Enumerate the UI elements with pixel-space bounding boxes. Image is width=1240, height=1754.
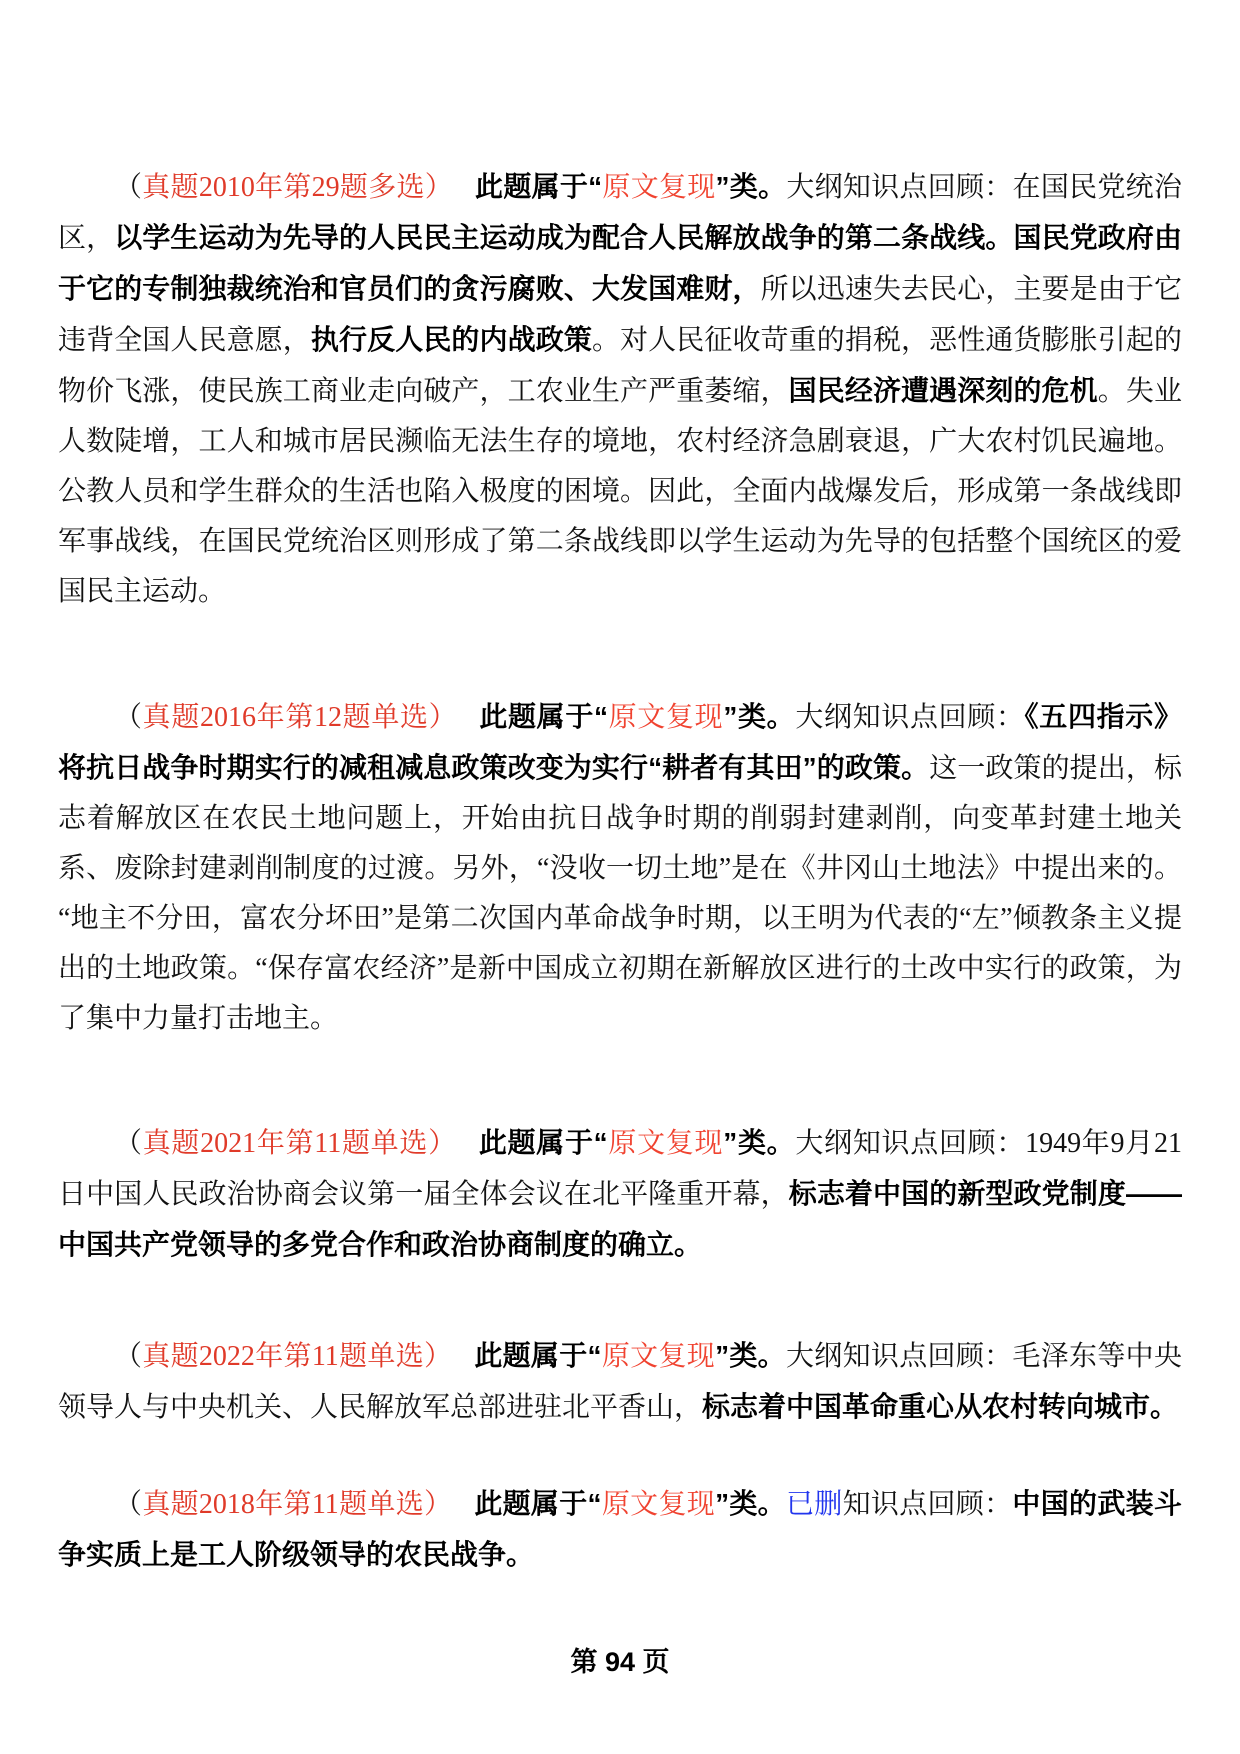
exam-ref-label: 真题2021年第11题单选 xyxy=(142,1128,429,1159)
type-suffix: ”类。 xyxy=(715,1488,786,1519)
type-suffix: ”类。 xyxy=(715,1340,786,1371)
recall-intro: 大纲知识点回顾：1949年9月21日中国人民政治协商会议第一届全体会议在北平隆重开幕， xyxy=(58,1128,1182,1210)
question-note-2010-29 xyxy=(58,162,1182,617)
paren-open: （ xyxy=(114,1128,143,1159)
highlight-term: 原文复现 xyxy=(607,1127,724,1158)
type-prefix: 此题属于“ xyxy=(475,171,603,202)
type-suffix: ”类。 xyxy=(715,171,787,202)
recall-text-2: 。对人民征收苛重的捐税，恶性通货膨胀引起的物价飞涨，使民族工商业走向破产，工农业生产严重萎缩， xyxy=(58,325,1182,407)
question-note-2022-11 xyxy=(58,1331,1182,1433)
knowledge-emphasis-1: 标志着中国的新型政党制度——中国共产党领导的多党合作和政治协商制度的确立。 xyxy=(58,1178,1182,1260)
highlight-term: 原文复现 xyxy=(601,1340,716,1371)
paren-open: （ xyxy=(114,172,143,203)
deleted-tag: 已删 xyxy=(785,1489,843,1520)
recall-intro: 大纲知识点回顾：在国民党统治区， xyxy=(58,172,1182,254)
type-prefix: 此题属于“ xyxy=(478,1127,608,1158)
type-prefix: 此题属于“ xyxy=(479,701,608,732)
highlight-term: 原文复现 xyxy=(602,171,716,202)
paren-open: （ xyxy=(114,1341,143,1372)
recall-intro: 大纲知识点回顾：毛泽东等中央领导人与中央机关、人民解放军总部进驻北平香山， xyxy=(58,1341,1182,1423)
knowledge-emphasis-1: 中国的武装斗争实质上是工人阶级领导的农民战争。 xyxy=(58,1488,1182,1570)
knowledge-emphasis-1: 标志着中国革命重心从农村转向城市。 xyxy=(702,1391,1179,1422)
paren-close: ） xyxy=(424,172,454,203)
paren-close: ） xyxy=(428,702,458,733)
knowledge-emphasis-1: 《五四指示》将抗日战争时期实行的减租减息政策改变为实行“耕者有其田”的政策。 xyxy=(58,701,1182,783)
exam-ref-label: 真题2022年第11题单选 xyxy=(142,1341,425,1372)
exam-ref-label: 真题2016年第12题单选 xyxy=(142,702,429,733)
recall-text-1: 这一政策的提出，标志着解放区在农民土地问题上，开始由抗日战争时期的削弱封建剥削，向变革封建土地关系、废除封建剥削制度的过渡。另外，“没收一切土地”是在《井冈山土地法》中提出来的。“地主不分田，富农分坏田”是第二次国内革命战争时期，以王明为代表的“左”倾教条主义提出的土地政策。“保存富农经济”是新中国成立初期在新解放区进行的土改中实行的政策，为了集中力量打击地主。 xyxy=(58,753,1182,1034)
recall-intro: 知识点回顾： xyxy=(842,1489,1013,1520)
type-prefix: 此题属于“ xyxy=(474,1340,602,1371)
exam-ref-label: 真题2018年第11题单选 xyxy=(142,1489,425,1520)
highlight-term: 原文复现 xyxy=(601,1488,716,1519)
knowledge-emphasis-2: 执行反人民的内战政策 xyxy=(310,324,592,355)
paren-open: （ xyxy=(114,1489,143,1520)
type-suffix: ”类。 xyxy=(723,701,796,732)
exam-ref-label: 真题2010年第29题多选 xyxy=(142,172,425,203)
question-note-2016-12 xyxy=(58,692,1182,1044)
paren-open: （ xyxy=(114,702,143,733)
knowledge-emphasis-1: 以学生运动为先导的人民民主运动成为配合人民解放战争的第二条战线。国民党政府由于它的专制独裁统治和官员们的贪污腐败、大发国难财， xyxy=(58,222,1182,304)
type-suffix: ”类。 xyxy=(723,1127,796,1158)
page-number: 第 94 页 xyxy=(570,1647,670,1677)
recall-intro: 大纲知识点回顾： xyxy=(795,702,1025,733)
paren-close: ） xyxy=(428,1128,457,1159)
paren-close: ） xyxy=(424,1489,453,1520)
recall-text-1: 所以迅速失去民心，主要是由于它违背全国人民意愿， xyxy=(58,274,1182,356)
question-note-2018-11 xyxy=(58,1479,1182,1581)
highlight-term: 原文复现 xyxy=(607,701,724,732)
paren-close: ） xyxy=(424,1341,453,1372)
question-note-2021-11 xyxy=(58,1118,1182,1271)
knowledge-emphasis-3: 国民经济遭遇深刻的危机 xyxy=(788,375,1098,406)
type-prefix: 此题属于“ xyxy=(474,1488,602,1519)
recall-text-3: 。失业人数陡增，工人和城市居民濒临无法生存的境地，农村经济急剧衰退，广大农村饥民遍地。公教人员和学生群众的生活也陷入极度的困境。因此，全面内战爆发后，形成第一条战线即军事战线，在国民党统治区则形成了第二条战线即以学生运动为先导的包括整个国统区的爱国民主运动。 xyxy=(58,376,1182,607)
